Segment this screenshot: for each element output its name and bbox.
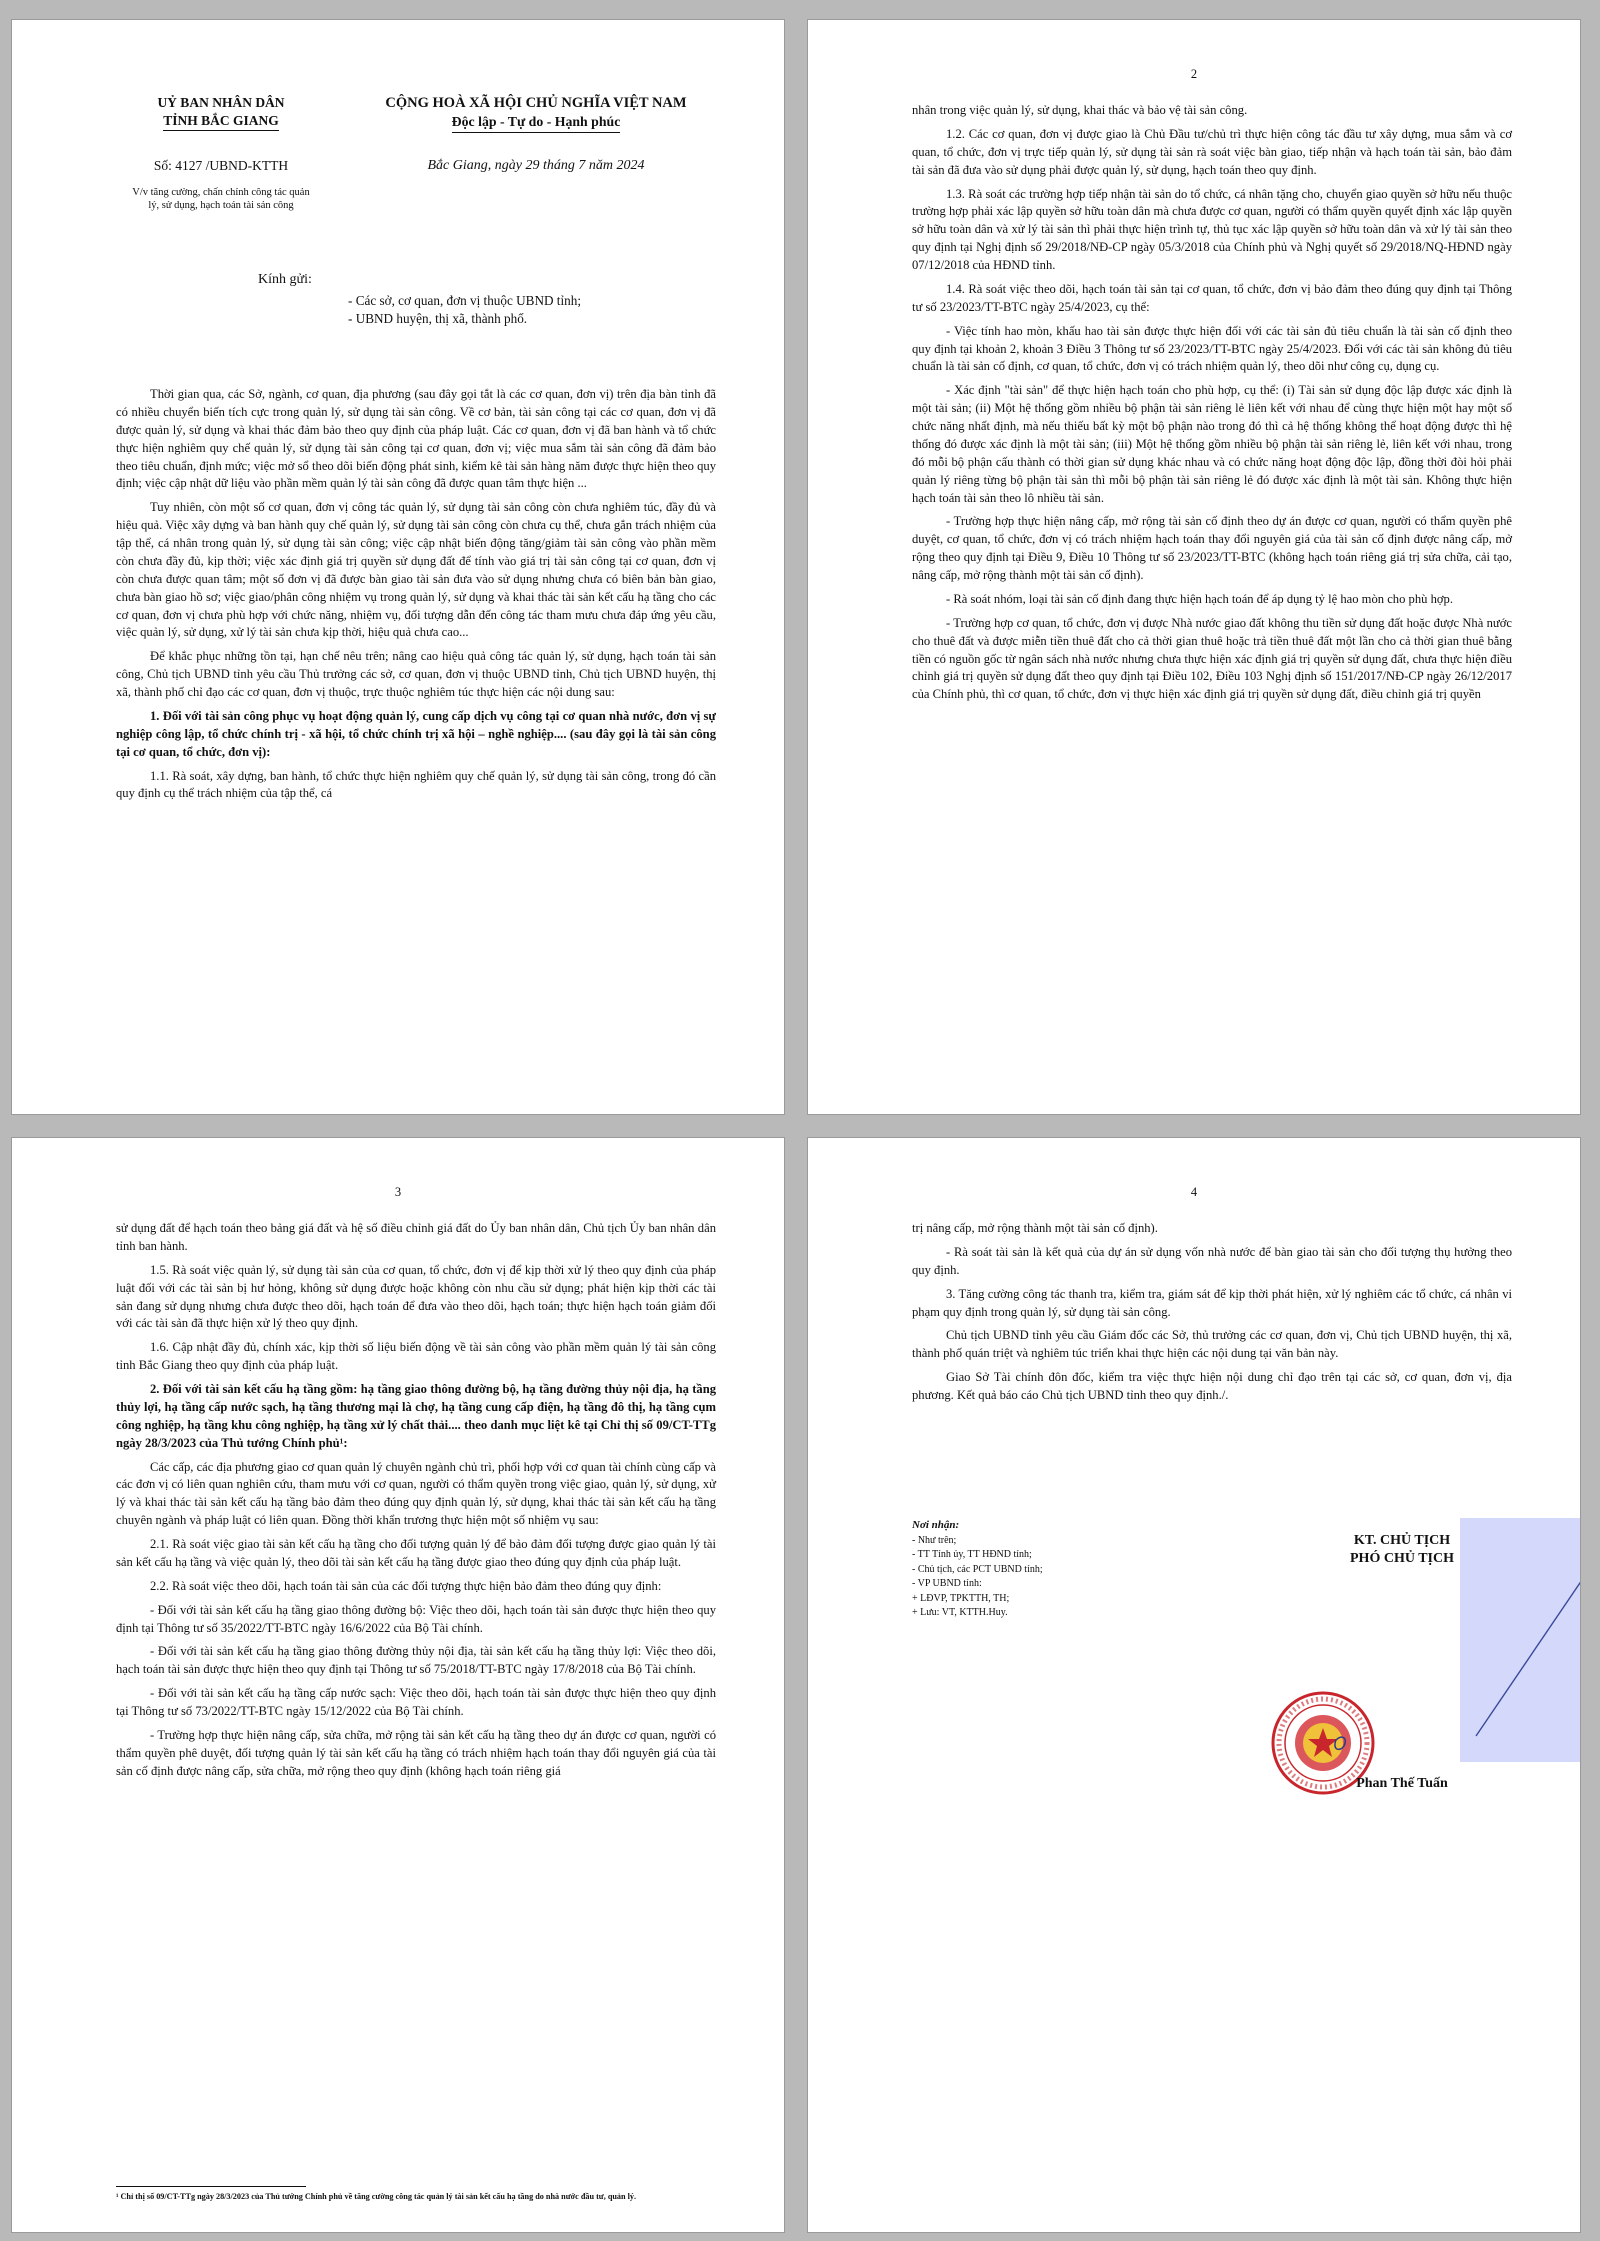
- issuing-organization: [130, 94, 312, 131]
- document-page-2: [808, 20, 1580, 1114]
- nation-title: CỘNG HOÀ XÃ HỘI CHỦ NGHĨA VIỆT NAM: [385, 95, 687, 111]
- section-heading: 1. Đối với tài sản công phục vụ hoạt động quản lý, cung cấp dịch vụ công tại cơ quan nhà nước, đơn vị sự nghiệp công lập, tổ chức chính trị - xã hội, tổ chức chính trị xã hội – nghề nghiệp.... (sau đây gọi là tài sản công tại cơ quan, tổ chức, đơn vị):: [116, 708, 716, 759]
- signer-title-line1: KT. CHỦ TỊCH: [1353, 1533, 1451, 1548]
- recipient-line: + Lưu: VT, KTTH.Huy.: [912, 1607, 1008, 1619]
- recipients-title: Nơi nhận:: [912, 1519, 960, 1531]
- recipient-line: - Chủ tịch, các PCT UBND tỉnh;: [912, 1563, 1043, 1575]
- paragraph: 2.1. Rà soát việc giao tài sản kết cấu hạ tầng cho đối tượng quản lý để bảo đảm đối tượng được giao quản lý tài sản kết cấu hạ tầng và việc quản lý, theo dõi tài sản kết cấu hạ tầng được giao theo đúng quy định của pháp luật.: [116, 1537, 716, 1569]
- document-page-3: [12, 1138, 784, 2232]
- page-number: 3: [394, 1185, 402, 1199]
- paragraph: - Đối với tài sản kết cấu hạ tầng giao thông đường thủy nội địa, tài sản kết cấu hạ tầng thủy lợi: Việc theo dõi, hạch toán tài sản được thực hiện theo quy định tại Thông tư số 75/2018/TT-BTC ngày 17/8/2018 của Bộ Tài chính.: [116, 1644, 716, 1677]
- recipient-item: - UBND huyện, thị xã, thành phố.: [348, 311, 528, 327]
- document-page-4: [808, 1138, 1580, 2232]
- section-heading: 2. Đối với tài sản kết cấu hạ tầng gồm: hạ tầng giao thông đường bộ, hạ tầng đường thủy nội địa, hạ tầng thủy lợi, hạ tầng cấp nước sạch, hạ tầng thương mại là chợ, hạ tầng cung cấp điện, hạ tầng đô thị, hạ tầng cụm công nghiệp, hạ tầng khu công nghiệp, hạ tầng xử lý chất thải.... theo danh mục liệt kê tại Chỉ thị số 09/CT-TTg ngày 28/3/2023 của Thủ tướng Chính phủ¹:: [116, 1382, 716, 1450]
- paragraph: - Rà soát nhóm, loại tài sản cố định đang thực hiện hạch toán để áp dụng tỷ lệ hao mòn cho phù hợp.: [946, 591, 1453, 606]
- paragraph: 2.2. Rà soát việc theo dõi, hạch toán tài sản của các đối tượng thực hiện bảo đảm theo đúng quy định:: [150, 1578, 662, 1593]
- signer-name: Phan Thế Tuấn: [1356, 1776, 1448, 1791]
- paragraph: - Việc tính hao mòn, khấu hao tài sản được thực hiện đối với các tài sản đủ tiêu chuẩn là tài sản cố định theo quy định tại khoản 2, khoản 3 Điều 3 Thông tư số 23/2023/TT-BTC ngày 25/4/2023. Đối với các tài sản không đủ tiêu chuẩn là tài sản cố định, cơ quan, tổ chức, đơn vị có trách nhiệm quản lý, theo dõi như công cụ, dụng cụ.: [912, 323, 1512, 374]
- recipient-line: - VP UBND tỉnh:: [912, 1578, 982, 1590]
- paragraph: Giao Sở Tài chính đôn đốc, kiểm tra việc thực hiện nội dung chỉ đạo trên tại các sở, cơ quan, đơn vị, địa phương. Kết quả báo cáo Chủ tịch UBND tỉnh theo quy định./.: [912, 1370, 1512, 1402]
- recipient-line: - Như trên;: [912, 1534, 957, 1546]
- paragraph: Chủ tịch UBND tỉnh yêu cầu Giám đốc các Sở, thủ trưởng các cơ quan, đơn vị, Chủ tịch UBND huyện, thị xã, thành phố quán triệt và nghiêm túc triển khai thực hiện các nội dung tại văn bản này.: [912, 1328, 1512, 1361]
- place-and-date: Bắc Giang, ngày 29 tháng 7 năm 2024: [427, 158, 645, 173]
- paragraph: nhân trong việc quản lý, sử dụng, khai thác và bảo vệ tài sản công.: [912, 103, 1248, 117]
- paragraph: trị nâng cấp, mở rộng thành một tài sản cố định).: [912, 1221, 1158, 1235]
- paragraph: - Xác định "tài sản" để thực hiện hạch toán cho phù hợp, cụ thể: (i) Tài sản sử dụng độc lập được xác định là một tài sản; (ii) Một hệ thống gồm nhiều bộ phận tài sản riêng lẻ liên kết với nhau để cùng thực hiện một hay một số chức năng nhất định, mà nếu thiếu bất kỳ một bộ phận nào trong đó thì cả hệ thống không thể hoạt động được thì hệ thống đó được xác định là một tài sản; (iii) Một hệ thống gồm nhiều bộ phận tài sản riêng lẻ, liên kết với nhau, trong đó mỗi bộ phận cấu thành có thời gian sử dụng khác nhau và có chức năng hoạt động độc lập, đồng thời đòi hỏi phải quản lý riêng từng bộ phận tài sản thì mỗi bộ phận tài sản riêng lẻ đó được xác định là một tài sản. Không thực hiện hạch toán tài sản theo lô nhiều tài sản.: [912, 383, 1512, 505]
- nation-motto: Độc lập - Tự do - Hạnh phúc: [452, 113, 621, 133]
- paragraph: 1.2. Các cơ quan, đơn vị được giao là Chủ Đầu tư/chủ trì thực hiện công tác đầu tư xây dựng, mua sắm và cơ quan, tổ chức, đơn vị trực tiếp quản lý, sử dụng tài sản rà soát việc bàn giao, tiếp nhận và hạch toán tài sản, bảo đảm tài sản đã đưa vào sử dụng phải được quản lý, sử dụng, hạch toán theo quy định.: [912, 126, 1512, 177]
- signer-title-line2: PHÓ CHỦ TỊCH: [1350, 1551, 1454, 1567]
- paragraph: 1.5. Rà soát việc quản lý, sử dụng tài sản của cơ quan, tổ chức, đơn vị để kịp thời xử lý theo quy định của pháp luật đối với các tài sản bị hư hỏng, không sử dụng được hoặc không còn nhu cầu sử dụng; phát hiện kịp thời các tài sản đang sử dụng nhưng chưa được theo dõi, hạch toán để đưa vào theo dõi, hạch toán; thực hiện hạch toán giảm đối với các tài sản đã thực hiện xử lý theo quy định.: [116, 1262, 716, 1331]
- page-number: 4: [1190, 1185, 1198, 1199]
- national-header: [330, 94, 742, 133]
- paragraph: 1.6. Cập nhật đầy đủ, chính xác, kịp thời số liệu biến động về tài sản công vào phần mềm quản lý tài sản công tỉnh Bắc Giang theo quy định của pháp luật.: [116, 1340, 716, 1373]
- page-4-body: [912, 1220, 1512, 1411]
- recipient-line: - TT Tỉnh ủy, TT HĐND tỉnh;: [912, 1549, 1032, 1561]
- recipients-block: [912, 1518, 1043, 1621]
- signer-title: [1292, 1532, 1512, 1568]
- paragraph: - Đối với tài sản kết cấu hạ tầng giao thông đường bộ: Việc theo dõi, hạch toán tài sản được thực hiện theo quy định tại Thông tư số 35/2022/TT-BTC ngày 16/6/2022 của Bộ Tài chính.: [116, 1602, 716, 1635]
- document-abstract: V/v tăng cường, chấn chỉnh công tác quản lý, sử dụng, hạch toán tài sản công: [132, 187, 310, 212]
- paragraph: 3. Tăng cường công tác thanh tra, kiểm tra, giám sát để kịp thời phát hiện, xử lý nghiêm các tổ chức, cá nhân vi phạm quy định trong quản lý, sử dụng tài sản công.: [912, 1286, 1512, 1319]
- page-number: 2: [1190, 67, 1198, 81]
- document-page-1: [12, 20, 784, 1114]
- org-name-line2: TỈNH BẮC GIANG: [163, 112, 279, 132]
- recipient-list: [348, 292, 581, 329]
- page-2-body: [912, 102, 1512, 710]
- footnote-divider: [116, 2186, 306, 2187]
- paragraph: - Trường hợp thực hiện nâng cấp, sửa chữa, mở rộng tài sản kết cấu hạ tầng theo dự án được cơ quan, người có thẩm quyền phê duyệt, đối tượng quản lý tài sản kết cấu hạ tầng có trách nhiệm hạch toán thay đổi nguyên giá của tài sản cố định được nâng cấp, sửa chữa, mở rộng theo quy định (không hạch toán riêng giá: [116, 1727, 716, 1778]
- paragraph: - Đối với tài sản kết cấu hạ tầng cấp nước sạch: Việc theo dõi, hạch toán tài sản được thực hiện theo quy định tại Thông tư số 73/2022/TT-BTC ngày 15/12/2022 của Bộ Tài chính.: [116, 1686, 716, 1718]
- signature-block: [912, 1518, 1512, 1798]
- paragraph: Các cấp, các địa phương giao cơ quan quản lý chuyên ngành chủ trì, phối hợp với cơ quan tài chính cùng cấp và các đơn vị có liên quan nghiên cứu, tham mưu với cơ quan, người có thẩm quyền trong việc giao, quản lý, sử dụng, xử lý và khai thác tài sản kết cấu hạ tầng bảo đảm theo đúng quy định quản lý, sử dụng, khai thác tài sản kết cấu hạ tầng chuyên ngành và pháp luật có liên quan. Đồng thời khẩn trương thực hiện một số nhiệm vụ sau:: [116, 1459, 716, 1528]
- document-number: Số: 4127 /UBND-KTTH: [153, 158, 289, 173]
- paragraph: - Rà soát tài sản là kết quả của dự án sử dụng vốn nhà nước để bàn giao tài sản cho đối tượng thụ hưởng theo quy định.: [912, 1244, 1512, 1277]
- paragraph: - Trường hợp cơ quan, tổ chức, đơn vị được Nhà nước giao đất không thu tiền sử dụng đất hoặc được Nhà nước cho thuê đất và được miễn tiền thuê đất cho cả thời gian thuê hoặc trả tiền thuê đất một lần cho cả thời gian thuê bằng tiền có nguồn gốc từ ngân sách nhà nước nhưng chưa thực hiện xác định giá trị quyền sử dụng đất, chưa thực hiện điều chỉnh giá trị quyền sử dụng đất theo quy định tại Điều 102, Điều 103 Nghị định số 151/2017/NĐ-CP ngày 26/12/2017 của Chính phủ, thì cơ quan, tổ chức, đơn vị thực hiện xác định giá trị quyền sử dụng đất, điều chỉnh giá trị quyền: [912, 615, 1512, 702]
- paragraph: Để khắc phục những tồn tại, hạn chế nêu trên; nâng cao hiệu quả công tác quản lý, sử dụng, hạch toán tài sản công, Chủ tịch UBND tỉnh yêu cầu Thủ trưởng các sở, cơ quan, đơn vị thuộc UBND tỉnh, Chủ tịch UBND huyện, thị xã, thành phố chỉ đạo các cơ quan, đơn vị thuộc, trực thuộc nghiêm túc thực hiện các nội dung sau:: [116, 649, 716, 699]
- footnote: ¹ Chỉ thị số 09/CT-TTg ngày 28/3/2023 của Thủ tướng Chính phủ về tăng cường công tác quản lý tài sản kết cấu hạ tầng do nhà nước đầu tư, quản lý.: [116, 2192, 637, 2201]
- paragraph: sử dụng đất để hạch toán theo bảng giá đất và hệ số điều chỉnh giá đất do Ủy ban nhân dân, Chủ tịch Ủy ban nhân dân tỉnh ban hành.: [116, 1221, 716, 1253]
- paragraph: 1.4. Rà soát việc theo dõi, hạch toán tài sản tại cơ quan, tổ chức, đơn vị bảo đảm theo đúng quy định tại Thông tư số 23/2023/TT-BTC ngày 25/4/2023, cụ thể:: [912, 281, 1512, 314]
- page-1-body: [116, 386, 716, 809]
- paragraph: - Trường hợp thực hiện nâng cấp, mở rộng tài sản cố định theo dự án được cơ quan, người có thẩm quyền phê duyệt, cơ quan, tổ chức, đơn vị có trách nhiệm hạch toán thay đổi nguyên giá của tài sản cố định được nâng cấp, mở rộng theo quy định tại Điều 9, Điều 10 Thông tư số 23/2023/TT-BTC (không hạch toán riêng giá trị sửa chữa, cải tạo, nâng cấp, mở rộng thành một tài sản cố định).: [912, 514, 1512, 582]
- paragraph: 1.1. Rà soát, xây dựng, ban hành, tổ chức thực hiện nghiêm quy chế quản lý, sử dụng tài sản công, trong đó cần quy định cụ thể trách nhiệm của tập thể, cá: [116, 768, 716, 801]
- recipient-item: - Các sở, cơ quan, đơn vị thuộc UBND tỉnh;: [348, 293, 581, 308]
- paragraph: 1.3. Rà soát các trường hợp tiếp nhận tài sản do tổ chức, cá nhân tặng cho, chuyển giao quyền sở hữu nếu thuộc trường hợp phải xác lập quyền sở hữu toàn dân mà chưa được cơ quan, người có thẩm quyền quyết định xác lập quyền sở hữu toàn dân và xử lý tài sản thì phải thực hiện trình tự, thủ tục xác lập quyền sở hữu toàn dân và xử lý tài sản theo quy định tại Nghị định số 29/2018/NĐ-CP ngày 05/3/2018 của Chính phủ và Nghị quyết số 29/2018/NQ-HĐND ngày 07/12/2018 của HĐND tỉnh.: [912, 186, 1512, 272]
- paragraph: Tuy nhiên, còn một số cơ quan, đơn vị công tác quản lý, sử dụng tài sản công còn chưa nghiêm túc, đầy đủ và hiệu quả. Việc xây dựng và ban hành quy chế quản lý, sử dụng tài sản công còn chưa cụ thể, chưa gắn trách nhiệm của tập thể, cá nhân trong quản lý, sử dụng tài sản công; việc cập nhật biến động tăng/giảm tài sản công vào phần mềm còn chưa đầy đủ, kịp thời; việc xác định giá trị quyền sử dụng đất để tính vào giá trị tài sản công tại cơ quan, đơn vị còn chưa được quan tâm; một số đơn vị đã được bàn giao tài sản đưa vào sử dụng nhưng chưa có biên bản bàn giao, chưa bàn giao hồ sơ; việc giao/phân công nhiệm vụ trong quản lý, sử dụng và khai thác tài sản kết cấu hạ tầng cho các cơ quan, đơn vị chưa phù hợp với chức năng, nhiệm vụ, đối tượng dẫn đến công tác tham mưu chưa đáp ứng yêu cầu, việc quản lý, sử dụng, xử lý tài sản chưa kịp thời, hiệu quả chưa cao...: [116, 500, 716, 640]
- page-3-body: [116, 1220, 716, 1787]
- recipient-line: + LĐVP, TPKTTH, TH;: [912, 1592, 1010, 1604]
- greeting: Kính gửi:: [258, 272, 312, 287]
- paragraph: Thời gian qua, các Sở, ngành, cơ quan, địa phương (sau đây gọi tắt là các cơ quan, đơn vị) trên địa bàn tỉnh đã có nhiều chuyển biến tích cực trong quản lý, sử dụng tài sản công. Về cơ bản, tài sản công tại các cơ quan, đơn vị đã được quản lý, sử dụng và khai thác đảm bảo theo quy định của pháp luật. Các cơ quan, đơn vị đã ban hành và tổ chức thực hiện nghiêm quy chế quản lý, sử dụng tài sản công tại cơ quan, đơn vị; việc mua sắm tài sản công đã đảm bảo theo tiêu chuẩn, định mức; việc mở sổ theo dõi biến động phát sinh, kiểm kê tài sản hàng năm được thực hiện theo quy định; việc cập nhật dữ liệu vào phần mềm quản lý tài sản công đã được quan tâm thực hiện ...: [116, 387, 716, 491]
- org-name-line1: UỶ BAN NHÂN DÂN: [157, 95, 285, 110]
